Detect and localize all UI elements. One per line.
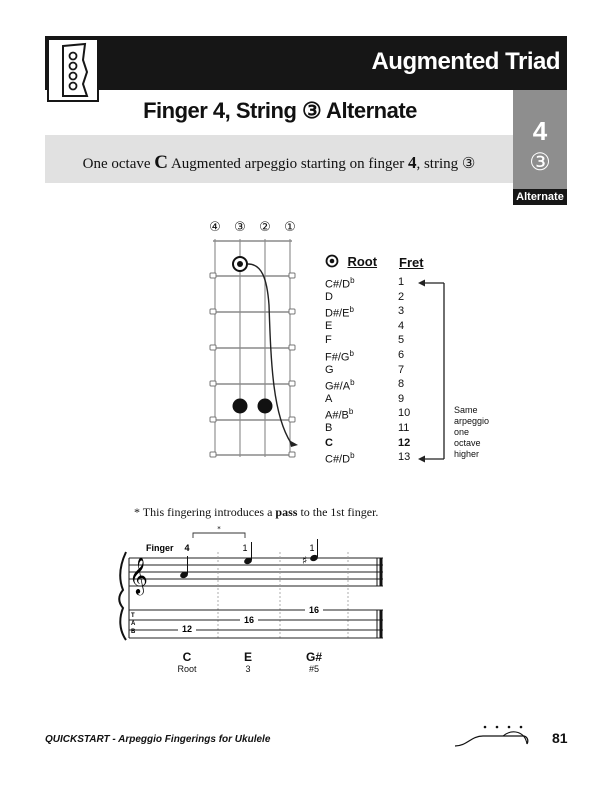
finger-number: 1 [242, 543, 248, 553]
page-number: 81 [552, 730, 568, 746]
pass-curve [248, 264, 291, 443]
root-legend [325, 253, 377, 271]
note-dot [233, 399, 248, 414]
note-row: $F\#/G^b$ [325, 349, 354, 364]
pass-bracket [193, 533, 245, 538]
svg-text:B: B [131, 629, 136, 635]
page-title: Finger 4, String ③ Alternate [143, 98, 417, 123]
fret-number: 1 [398, 276, 405, 288]
finger-number: 4 [184, 543, 190, 553]
note-row: $G\#/A^b$ [325, 378, 355, 393]
pass-asterisk: * [217, 525, 221, 533]
root-symbol-icon [325, 254, 339, 268]
note-name: G# [305, 650, 322, 664]
fret-number: 10 [398, 407, 411, 420]
footnote: * This fingering introduces a pass to the 1st finger. [134, 505, 379, 519]
svg-text:A: A [131, 621, 136, 627]
fret-column-header: Fret [399, 255, 424, 270]
note-row: $D\#/E^b$ [325, 305, 354, 320]
string-label: ① [284, 220, 296, 235]
string-label: ② [259, 220, 271, 235]
fret-number: 7 [398, 363, 405, 376]
note-row: C [325, 436, 333, 449]
footer-title: QUICKSTART - Arpeggio Fingerings for Ukulele [45, 734, 271, 745]
fret-number: 4 [398, 319, 405, 332]
fret-number: 8 [398, 378, 405, 391]
side-tab-label: Alternate [513, 189, 567, 205]
octave-bracket [414, 276, 454, 466]
side-tab-finger: 4 [532, 116, 548, 146]
note-row: E [325, 319, 333, 332]
ukulele-footer-icon [455, 722, 535, 748]
tab-clef-icon: T [131, 613, 135, 619]
fret-number: 5 [398, 334, 405, 347]
description-text: One octave C Augmented arpeggio starting on finger 4, string ③ [82, 152, 476, 173]
music-notation [115, 522, 395, 648]
note-row: B [325, 422, 333, 434]
note-interval: 3 [245, 664, 251, 674]
string-label: ③ [234, 220, 246, 235]
section-title: Augmented Triad [371, 48, 560, 75]
finger-label: Finger [146, 543, 174, 553]
ukulele-headstock-icon [47, 38, 99, 102]
fret-number: 2 [398, 290, 405, 303]
string-label: ④ [209, 220, 221, 235]
note-interval: #5 [308, 664, 319, 674]
note-row: F [325, 334, 332, 347]
fret-number: 3 [398, 305, 405, 318]
note-dot [258, 399, 273, 414]
octave-annotation: Same arpeggio one octave higher [454, 405, 490, 459]
tab-fret: 16 [243, 615, 255, 625]
finger-number: 1 [309, 543, 315, 553]
tab-fret: 16 [308, 605, 320, 615]
fret-number: 13 [398, 451, 411, 464]
note-name: E [243, 650, 252, 664]
tab-fret: 12 [181, 624, 193, 634]
note-row: $A\#/B^b$ [325, 407, 354, 423]
note-name: C [182, 650, 192, 664]
root-column-header: Root [347, 254, 378, 269]
note-interval: Root [177, 664, 197, 674]
note-row: D [325, 290, 333, 303]
svg-text:♯: ♯ [302, 554, 308, 567]
fret-number: 11 [398, 422, 410, 434]
fret-number: 12 [398, 436, 411, 449]
fret-number: 9 [398, 392, 405, 405]
fretboard-diagram [195, 215, 315, 465]
fret-number: 6 [398, 349, 405, 361]
note-row: $C\#/D^b$ [325, 451, 355, 466]
note-row: $C\#/D^b$ [325, 276, 355, 291]
note-row: A [325, 392, 333, 405]
note-row: G [325, 363, 334, 376]
treble-clef-icon: 𝄞 [129, 556, 148, 594]
side-tab-string: ③ [529, 149, 551, 176]
